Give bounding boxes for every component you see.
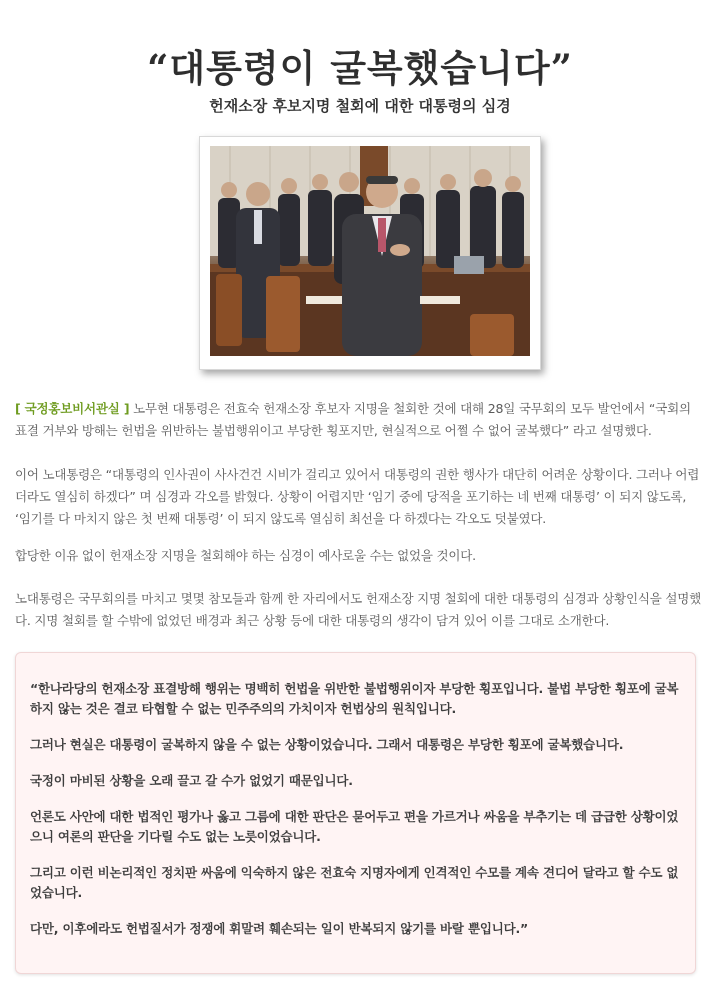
article-paragraph-4: 노대통령은 국무회의를 마치고 몇몇 참모들과 함께 한 자리에서도 헌재소장 지명 철회에 대한 대통령의 심경과 상황인식을 설명했다. 지명 철회를 할 수밖에 없었던 배경과 최근 상황 등에 대한 대통령의 생각이 담겨 있어 이를 그대로 소개한다. xyxy=(15,591,701,628)
subheadline: 헌재소장 후보지명 철회에 대한 대통령의 심경 xyxy=(209,97,511,115)
article-paragraph-3: 합당한 이유 없이 헌재소장 지명을 철회해야 하는 심경이 예사로울 수는 없었을 것이다. xyxy=(15,548,476,563)
quote-paragraph-4: 언론도 사안에 대한 법적인 평가나 옳고 그름에 대한 판단은 묻어두고 편을 가르거나 싸움을 부추기는 데 급급한 상황이었으니 여론의 판단을 기다릴 수도 없는 노릇이었습니다. xyxy=(30,809,679,844)
paragraph-1-text: 노무현 대통령은 전효숙 헌재소장 후보자 지명을 철회한 것에 대해 28일 국무회의 모두 발언에서 “국회의 표결 거부와 방해는 헌법을 위반하는 불법행위이고 부당한 횡포지만, 현실적으로 어쩔 수 없어 굴복했다” 라고 설명했다. xyxy=(15,401,691,438)
quote-paragraph-1: “한나라당의 헌재소장 표결방해 행위는 명백히 헌법을 위반한 불법행위이자 부당한 횡포입니다. 불법 부당한 횡포에 굴복하지 않는 것은 결코 타협할 수 없는 민주주의의 가치이자 헌법상의 원칙입니다. xyxy=(30,681,679,716)
article-paragraph-2: 이어 노대통령은 “대통령의 인사권이 사사건건 시비가 걸리고 있어서 대통령의 권한 행사가 대단히 어려운 상황이다. 그러나 어렵더라도 열심히 하겠다” 며 심경과 각오를 밝혔다. 상황이 어렵지만 ‘임기 중에 당적을 포기하는 네 번째 대통령’ 이 되지 않도록, ‘임기를 다 마치지 않은 첫 번째 대통령’ 이 되지 않도록 열심히 최선을 다 하겠다는 각오도 덧붙였다. xyxy=(15,467,700,526)
photo-frame xyxy=(199,136,541,370)
source-tag: [ 국정홍보비서관실 ] xyxy=(15,401,130,416)
headline: “대통령이 굴복했습니다” xyxy=(147,46,573,90)
quote-paragraph-3: 국정이 마비된 상황을 오래 끌고 갈 수가 없었기 때문입니다. xyxy=(30,773,353,788)
quote-paragraph-5: 그리고 이런 비논리적인 정치판 싸움에 익숙하지 않은 전효숙 지명자에게 인격적인 수모를 계속 견디어 달라고 할 수도 없었습니다. xyxy=(30,865,679,900)
article-paragraph-1 xyxy=(15,398,705,442)
quote-box xyxy=(15,652,696,974)
quote-paragraph-6: 다만, 이후에라도 헌법질서가 정쟁에 휘말려 훼손되는 일이 반복되지 않기를 바랄 뿐입니다.” xyxy=(30,921,529,936)
photo-illustration xyxy=(210,146,530,356)
quote-paragraph-2: 그러나 현실은 대통령이 굴복하지 않을 수 없는 상황이었습니다. 그래서 대통령은 부당한 횡포에 굴복했습니다. xyxy=(30,737,624,752)
press-photo xyxy=(210,146,530,356)
